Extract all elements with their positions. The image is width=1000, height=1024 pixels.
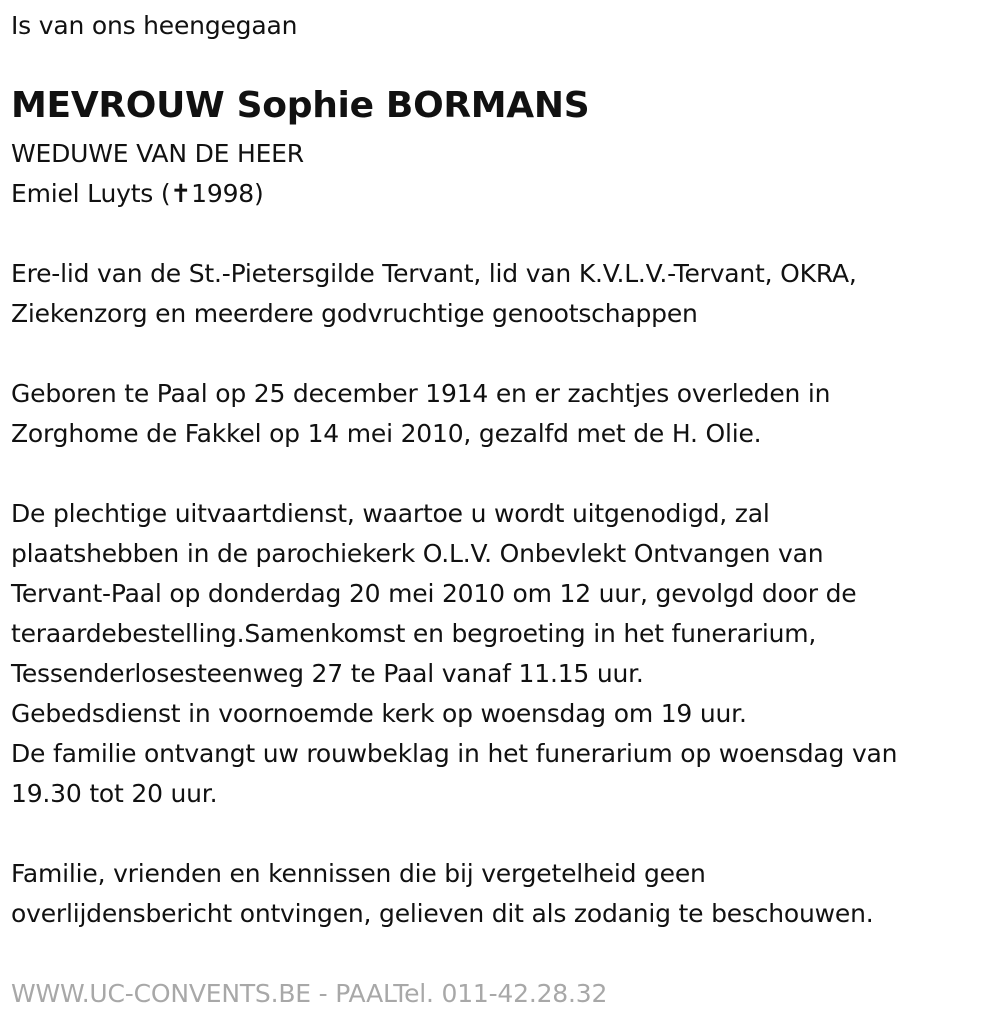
paragraph-line: 19.30 tot 20 uur. — [11, 779, 218, 808]
paragraph-line: Ere-lid van de St.-Pietersgilde Tervant, lid van K.V.L.V.-Tervant, OKRA, — [11, 259, 857, 288]
membership-paragraph — [11, 254, 857, 334]
widow-block — [11, 134, 304, 214]
widow-title: WEDUWE VAN DE HEER — [11, 139, 304, 168]
funeral-service-paragraph — [11, 494, 897, 814]
paragraph-line: Ziekenzorg en meerdere godvruchtige genootschappen — [11, 299, 698, 328]
birth-death-paragraph — [11, 374, 830, 454]
paragraph-line: Tessenderlosesteenweg 27 te Paal vanaf 11.15 uur. — [11, 659, 644, 688]
paragraph-line: Familie, vrienden en kennissen die bij vergetelheid geen — [11, 859, 706, 888]
paragraph-line: Zorghome de Fakkel op 14 mei 2010, gezalfd met de H. Olie. — [11, 419, 762, 448]
paragraph-line: plaatshebben in de parochiekerk O.L.V. Onbevlekt Ontvangen van — [11, 539, 824, 568]
paragraph-line: Geboren te Paal op 25 december 1914 en er zachtjes overleden in — [11, 379, 831, 408]
family-note-paragraph — [11, 854, 874, 934]
spouse-name: Emiel Luyts (✝1998) — [11, 179, 264, 208]
paragraph-line: Gebedsdienst in voornoemde kerk op woensdag om 19 uur. — [11, 699, 747, 728]
footer-contact: WWW.UC-CONVENTS.BE - PAALTel. 011-42.28.32 — [11, 979, 608, 1008]
paragraph-line: teraardebestelling.Samenkomst en begroeting in het funerarium, — [11, 619, 817, 648]
intro-text: Is van ons heengegaan — [11, 11, 298, 40]
paragraph-line: De plechtige uitvaartdienst, waartoe u wordt uitgenodigd, zal — [11, 499, 770, 528]
paragraph-line: De familie ontvangt uw rouwbeklag in het funerarium op woensdag van — [11, 739, 898, 768]
paragraph-line: Tervant-Paal op donderdag 20 mei 2010 om 12 uur, gevolgd door de — [11, 579, 857, 608]
paragraph-line: overlijdensbericht ontvingen, gelieven dit als zodanig te beschouwen. — [11, 899, 874, 928]
deceased-name: MEVROUW Sophie BORMANS — [11, 85, 590, 126]
